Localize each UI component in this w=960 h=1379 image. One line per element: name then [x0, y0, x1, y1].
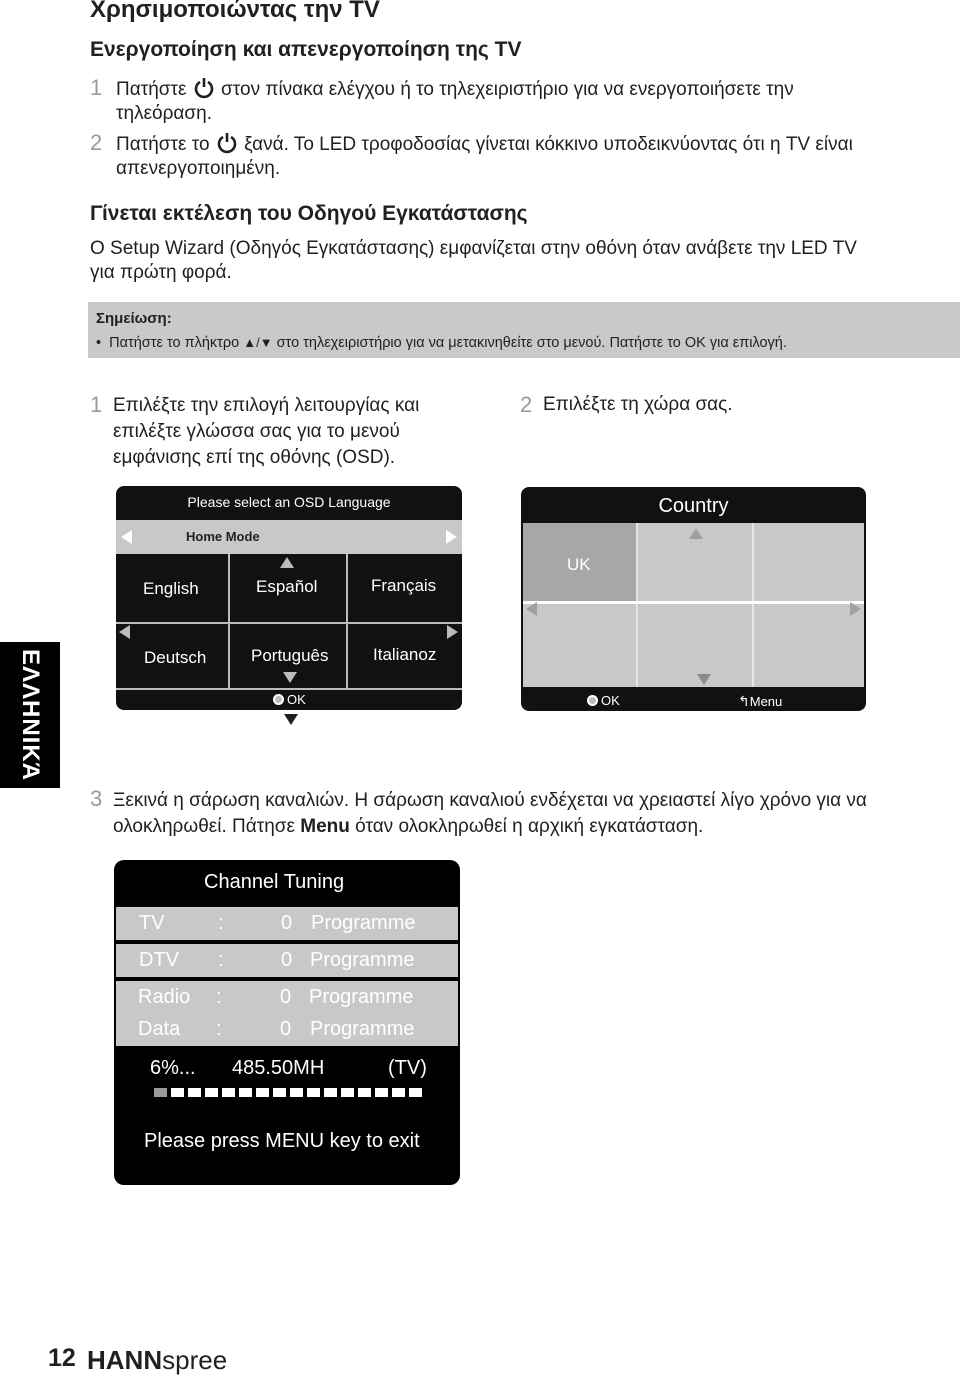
language-option[interactable]: English: [143, 579, 199, 598]
separator: :: [216, 986, 222, 1008]
arrow-down-icon: [284, 714, 298, 725]
ok-hint: [587, 693, 620, 708]
arrow-left-icon[interactable]: [526, 602, 537, 616]
channel-count: 0: [280, 986, 292, 1008]
brand-logo: [87, 1345, 227, 1376]
separator: :: [218, 912, 224, 934]
progress-segment: [341, 1088, 354, 1097]
wizard-line-1: Ο Setup Wizard (Οδηγός Εγκατάστασης) εμφανίζεται στην οθόνη όταν ανάβετε την LED TV: [90, 238, 857, 259]
brand-light: spree: [162, 1345, 228, 1375]
scan-line-2-c: όταν ολοκληρωθεί η αρχική εγκατάσταση.: [355, 816, 704, 837]
power-step-2-text-b: ξανά. Το LED τροφοδοσίας γίνεται κόκκινο υποδεικνύοντας ότι η TV είναι: [244, 134, 853, 155]
separator: :: [218, 949, 224, 971]
arrow-left-icon[interactable]: [119, 625, 130, 639]
mode-bar[interactable]: [116, 520, 462, 554]
tuning-title: Channel Tuning: [204, 871, 345, 893]
power-step-1-text-b: στον πίνακα ελέγχου ή το τηλεχειριστήριο για να ενεργοποιήσετε την: [221, 79, 794, 100]
note-text-a: Πατήστε το πλήκτρο: [109, 335, 240, 351]
step-number: 1: [90, 392, 103, 417]
progress-segment: [273, 1088, 286, 1097]
progress-segment: [239, 1088, 252, 1097]
wizard-description: [90, 237, 857, 285]
ok-button-icon: [587, 695, 598, 706]
arrow-left-icon[interactable]: [121, 530, 132, 544]
progress-segment: [409, 1088, 422, 1097]
language-side-tab: [0, 642, 60, 788]
channel-count: 0: [281, 949, 293, 971]
power-step-2: [116, 132, 853, 181]
power-step-2-text-c: απενεργοποιημένη.: [116, 158, 281, 179]
progress-segment: [358, 1088, 371, 1097]
section-title-wizard: Γίνεται εκτέλεση του Οδηγού Εγκατάστασης: [90, 202, 528, 225]
osd-step-line-2: επιλέξτε γλώσσα σας για το μενού: [113, 421, 400, 442]
tuning-row: [116, 944, 458, 977]
ok-label: OK: [601, 693, 620, 708]
tuning-progress-text: 6%...: [150, 1057, 196, 1079]
return-arrow-icon: ↰: [738, 693, 750, 709]
step-number: 3: [90, 786, 103, 811]
progress-segment: [205, 1088, 218, 1097]
channel-unit: Programme: [310, 1018, 415, 1040]
osd-step-line-3: εμφάνισης επί της οθόνης (OSD).: [113, 447, 396, 468]
step-number: 2: [520, 392, 533, 417]
scan-line-1: Ξεκινά η σάρωση καναλιών. Η σάρωση καναλιού ενδέχεται να χρειαστεί λίγο χρόνο για να: [113, 790, 867, 811]
channel-type: TV: [139, 912, 165, 934]
progress-segment: [171, 1088, 184, 1097]
section-title-power: Ενεργοποίηση και απενεργοποίηση της TV: [90, 38, 522, 61]
tuning-progress-bar: [154, 1088, 420, 1097]
power-icon: [194, 77, 214, 99]
channel-unit: Programme: [309, 986, 414, 1008]
progress-segment: [222, 1088, 235, 1097]
page-number: 12: [48, 1344, 76, 1372]
arrow-right-icon[interactable]: [850, 602, 861, 616]
up-down-arrows-icon: ▲/▼: [243, 335, 273, 350]
osd-language-screen: [116, 486, 462, 710]
step-number: 2: [90, 130, 103, 155]
country-grid: [523, 523, 864, 687]
tuning-row: [116, 1013, 458, 1046]
language-option[interactable]: Português: [251, 646, 329, 665]
arrow-down-icon[interactable]: [697, 674, 711, 685]
channel-count: 0: [280, 1018, 292, 1040]
country-step-text: Επιλέξτε τη χώρα σας.: [543, 394, 733, 415]
country-option[interactable]: UK: [567, 555, 591, 574]
arrow-right-icon[interactable]: [447, 625, 458, 639]
country-screen-title: Country: [658, 495, 729, 517]
power-step-1-text-a: Πατήστε: [116, 79, 187, 100]
tuning-frequency: 485.50MH: [232, 1057, 325, 1079]
scan-step-text: [113, 788, 867, 840]
tuning-row: [116, 907, 458, 940]
arrow-up-icon[interactable]: [280, 557, 294, 568]
power-step-1: [116, 77, 794, 126]
arrow-right-icon[interactable]: [446, 530, 457, 544]
channel-unit: Programme: [310, 949, 415, 971]
ok-label: OK: [287, 692, 306, 707]
tuning-footer: Please press MENU key to exit: [144, 1130, 420, 1152]
osd-step-line-1: Επιλέξτε την επιλογή λειτουργίας και: [113, 395, 420, 416]
osd-screen-title: Please select an OSD Language: [187, 494, 391, 510]
ok-button-icon: [273, 694, 284, 705]
channel-type: DTV: [139, 949, 179, 971]
progress-segment: [324, 1088, 337, 1097]
power-icon: [217, 132, 237, 154]
tuning-band: (TV): [388, 1057, 427, 1079]
page-heading: Χρησιμοποιώντας την TV: [90, 0, 380, 23]
progress-segment: [290, 1088, 303, 1097]
language-option[interactable]: Français: [371, 576, 437, 595]
language-option[interactable]: Español: [256, 577, 318, 596]
separator: :: [216, 1018, 222, 1040]
channel-tuning-screen: [114, 860, 460, 1185]
ok-hint: [273, 692, 306, 707]
wizard-line-2: για πρώτη φορά.: [90, 262, 232, 283]
arrow-up-icon[interactable]: [689, 528, 703, 539]
brand-bold: HANN: [87, 1345, 163, 1375]
osd-step-text: [113, 393, 419, 471]
mode-label: Home Mode: [186, 529, 260, 544]
power-step-1-text-c: τηλεόραση.: [116, 103, 212, 124]
step-number: 1: [90, 75, 103, 100]
language-option[interactable]: Deutsch: [144, 648, 207, 667]
progress-segment: [375, 1088, 388, 1097]
progress-segment: [392, 1088, 405, 1097]
note-text: [96, 335, 787, 351]
note-text-b: στο τηλεχειριστήριο για να μετακινηθείτε στο μενού. Πατήστε το OK για επιλογή.: [276, 335, 787, 351]
channel-type: Data: [138, 1018, 181, 1040]
arrow-down-icon[interactable]: [283, 672, 297, 683]
side-tab-label: ΕΛΛΗΝΙΚΆ: [17, 648, 44, 782]
menu-label: Menu: [749, 694, 783, 709]
progress-segment: [154, 1088, 167, 1097]
language-option[interactable]: Italianoz: [373, 645, 437, 664]
note-label: Σημείωση:: [96, 310, 172, 327]
note-box: [88, 302, 960, 358]
country-cell-selected[interactable]: [523, 523, 636, 601]
progress-segment: [188, 1088, 201, 1097]
progress-segment: [256, 1088, 269, 1097]
progress-segment: [307, 1088, 320, 1097]
scan-line-2-a: ολοκληρωθεί. Πάτησε: [113, 816, 295, 837]
country-screen: [521, 487, 866, 711]
channel-count: 0: [281, 912, 293, 934]
tuning-row: [116, 981, 458, 1014]
scan-line-2-menu: Menu: [300, 816, 350, 837]
channel-type: Radio: [138, 986, 191, 1008]
power-step-2-text-a: Πατήστε το: [116, 134, 210, 155]
menu-hint: [738, 693, 782, 710]
channel-unit: Programme: [311, 912, 416, 934]
note-bullet: •: [96, 335, 102, 351]
